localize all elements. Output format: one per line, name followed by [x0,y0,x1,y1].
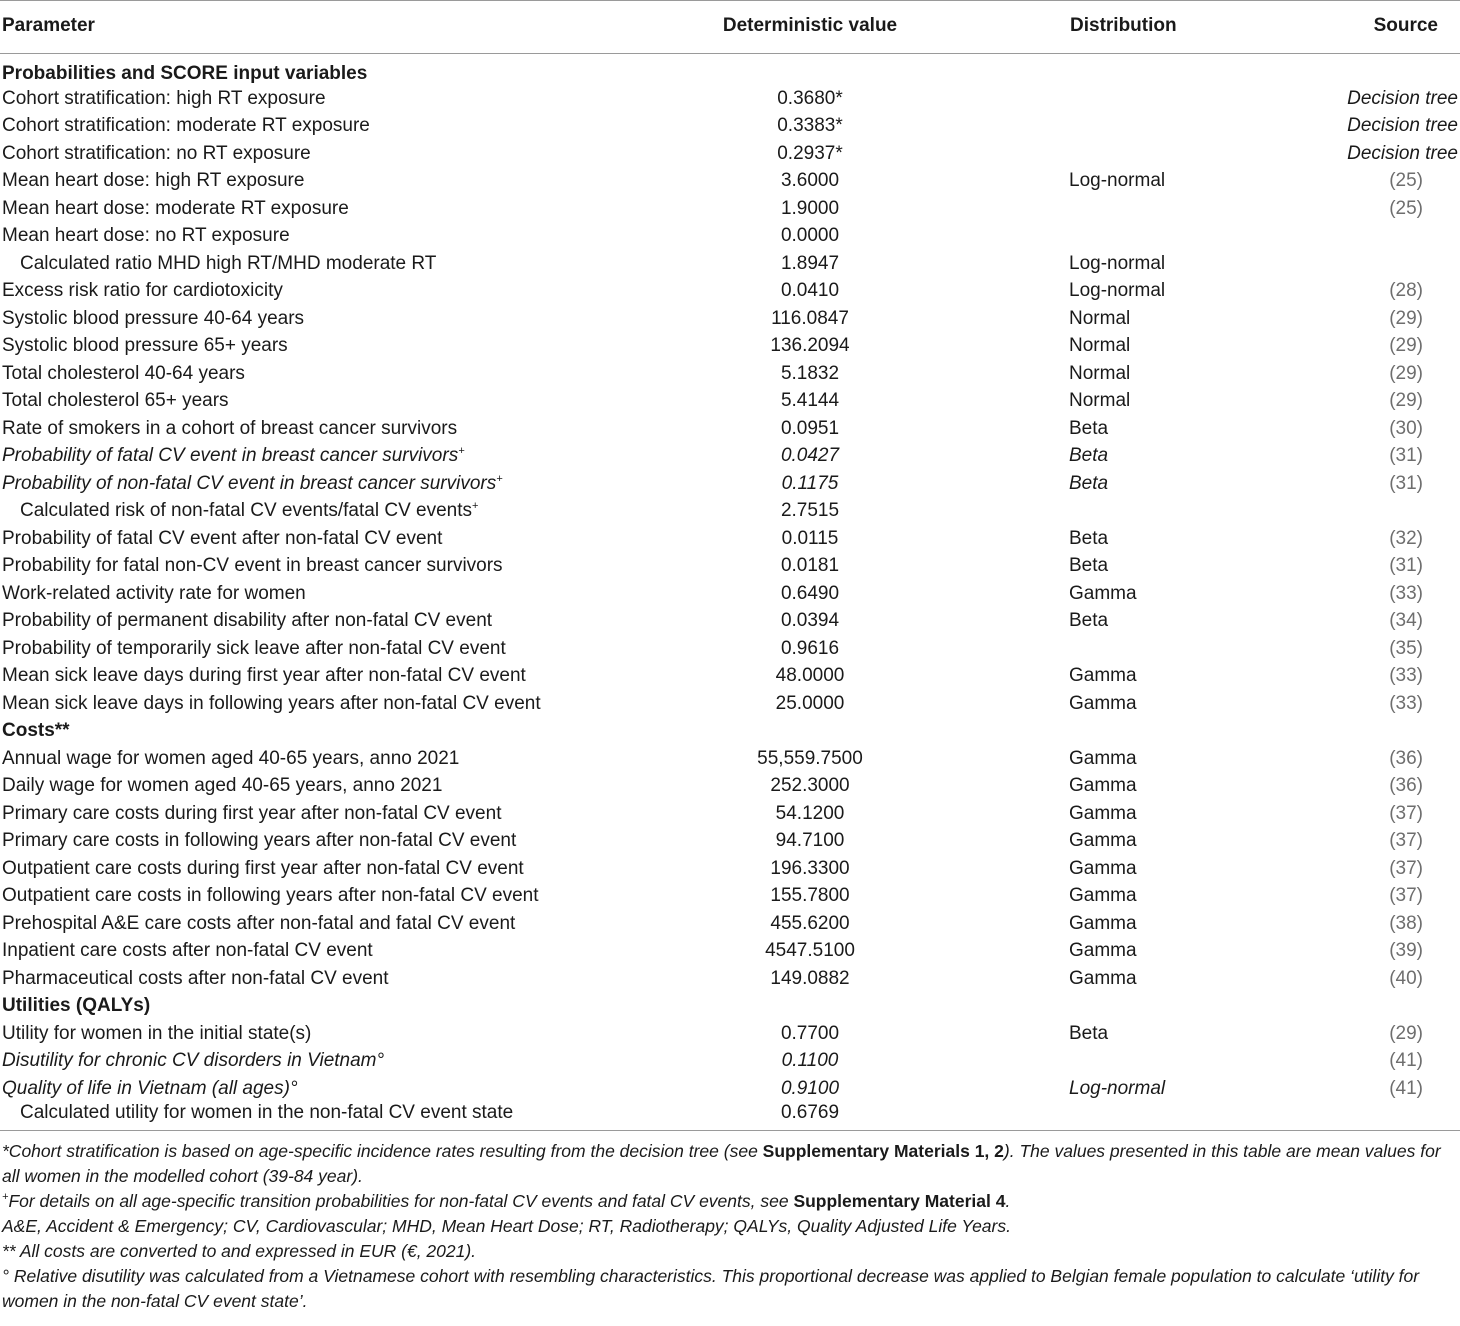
table-row [0,772,1460,800]
header-source: Source [1240,1,1460,54]
cell-source[interactable]: (31) [1389,445,1423,467]
cell-distribution [980,222,1240,250]
cell-source[interactable]: (29) [1389,362,1423,384]
cell-deterministic-value: 0.6769 [640,1102,980,1130]
cell-parameter [0,800,640,828]
cell-parameter [0,855,640,883]
table-row [0,222,1460,250]
parameter-text: Systolic blood pressure 65+ years [2,335,288,357]
parameter-text: Inpatient care costs after non-fatal CV event [2,940,373,962]
cell-source[interactable]: (36) [1389,775,1423,797]
cell-parameter [0,772,640,800]
table-row [0,635,1460,663]
cell-parameter [0,250,640,278]
parameter-text: Probability of temporarily sick leave after non-fatal CV event [2,637,506,659]
parameter-text: Utility for women in the initial state(s) [2,1022,312,1044]
cell-distribution: Log-normal [1069,252,1166,274]
parameter-text: Rate of smokers in a cohort of breast cancer survivors [2,417,458,439]
cell-distribution [980,112,1240,140]
parameter-text: Mean heart dose: no RT exposure [2,225,290,247]
cell-source[interactable]: (29) [1389,1022,1423,1044]
cell-distribution: Beta [1069,1022,1109,1044]
cell-parameter [0,415,640,443]
cell-source[interactable]: (30) [1389,417,1423,439]
cell-deterministic-value: 149.0882 [770,967,850,989]
cell-distribution: Gamma [1069,857,1137,879]
table-row [0,855,1460,883]
footnote-text: ). The values presented in this table are mean values for all women in the modelled cohort (39-84 year). [2,1141,1441,1187]
cell-parameter [0,662,640,690]
table-row [0,662,1460,690]
cell-deterministic-value: 0.1100 [781,1050,839,1072]
parameter-text: Probability of non-fatal CV event in breast cancer survivors [2,472,497,494]
header-distribution: Distribution [980,1,1240,54]
table-row [0,1102,1460,1130]
cell-parameter [0,607,640,635]
cell-distribution: Normal [1069,307,1131,329]
parameter-text: Annual wage for women aged 40-65 years, anno 2021 [2,747,460,769]
footnote-marker: + [472,500,479,513]
cell-parameter [0,277,640,305]
cell-source: Decision tree [1347,115,1458,137]
cell-deterministic-value: 25.0000 [775,692,845,714]
section-title: Costs** [2,720,70,742]
parameter-text: Total cholesterol 65+ years [2,390,229,412]
cell-source[interactable]: (40) [1389,967,1423,989]
cell-deterministic-value: 0.0181 [780,555,840,577]
footnote-abbreviations: A&E, Accident & Emergency; CV, Cardiovascular; MHD, Mean Heart Dose; RT, Radiotherapy; QALYs, Quality Adjusted Life Years. [2,1216,1011,1237]
cell-parameter [0,580,640,608]
cell-source [1240,497,1460,525]
cell-distribution: Gamma [1069,912,1137,934]
cell-distribution: Normal [1069,362,1131,384]
table-row [0,387,1460,415]
cell-deterministic-value: 55,559.7500 [757,747,863,769]
cell-parameter [0,140,640,168]
cell-distribution: Gamma [1069,665,1137,687]
cell-distribution: Beta [1069,527,1109,549]
parameter-text: Cohort stratification: no RT exposure [2,142,311,164]
cell-source [1240,250,1460,278]
cell-parameter [0,690,640,718]
table-row [0,525,1460,553]
cell-source[interactable]: (36) [1389,747,1423,769]
cell-deterministic-value: 3.6000 [780,170,840,192]
footnote-reference: Supplementary Material 4 [793,1191,1006,1212]
cell-deterministic-value: 252.3000 [770,775,850,797]
cell-parameter [0,222,640,250]
cell-distribution: Gamma [1069,802,1137,824]
footnote-disutility: ° Relative disutility was calculated from a Vietnamese cohort with resembling characteristics. This proportional decrease was applied to Belgian female population to calculate ‘utility for women in the non-fatal CV event state’. [2,1266,1420,1312]
cell-deterministic-value: 0.0115 [781,527,839,549]
cell-deterministic-value: 0.6490 [780,582,840,604]
footnote-text: . [1005,1191,1011,1212]
cell-distribution [980,635,1240,663]
table-row [0,1020,1460,1048]
cell-source[interactable]: (35) [1389,637,1423,659]
cell-parameter [0,1075,640,1103]
cell-distribution: Beta [1069,417,1109,439]
cell-distribution: Gamma [1069,775,1137,797]
table-row [0,827,1460,855]
cell-deterministic-value: 2.7515 [780,500,840,522]
table-row [0,140,1460,168]
parameter-text: Probability of permanent disability after non-fatal CV event [2,610,493,632]
cell-parameter [0,1102,640,1130]
parameter-text: Cohort stratification: high RT exposure [2,87,326,109]
cell-source[interactable]: (37) [1389,885,1423,907]
cell-parameter [0,827,640,855]
cell-deterministic-value: 455.6200 [770,912,850,934]
cell-deterministic-value: 196.3300 [770,857,850,879]
cell-source[interactable]: (37) [1389,802,1423,824]
parameter-text: Mean heart dose: moderate RT exposure [2,197,349,219]
footnote-marker: + [458,445,465,458]
cell-parameter [0,85,640,113]
footnote-marker: + [496,472,503,485]
footnote-cohort [2,1139,1458,1189]
cell-source[interactable]: (33) [1389,665,1423,687]
cell-deterministic-value: 0.2937* [777,142,843,164]
table-header [0,1,1460,54]
cell-parameter [0,470,640,498]
table-row [0,112,1460,140]
cell-deterministic-value: 0.3383* [777,115,843,137]
cell-distribution: Gamma [1069,692,1137,714]
cell-parameter [0,112,640,140]
cell-source[interactable]: (41) [1389,1050,1423,1072]
cell-source[interactable]: (25) [1389,197,1423,219]
parameter-text: Mean heart dose: high RT exposure [2,170,305,192]
cell-source[interactable]: (31) [1389,472,1423,494]
cell-source[interactable]: (25) [1389,170,1423,192]
cell-deterministic-value: 0.9616 [780,637,840,659]
parameter-text: Probability of fatal CV event after non-fatal CV event [2,527,443,549]
cell-source [1240,222,1460,250]
cell-deterministic-value: 1.9000 [780,197,840,219]
table-row [0,552,1460,580]
cell-deterministic-value: 5.4144 [780,390,840,412]
cell-source[interactable]: (33) [1389,582,1423,604]
parameter-text: Disutility for chronic CV disorders in Vietnam° [2,1050,385,1072]
cell-distribution: Log-normal [1069,280,1166,302]
table-row [0,1075,1460,1103]
footnote-marker: + [2,1191,9,1204]
cell-distribution [980,1047,1240,1075]
parameter-text: Work-related activity rate for women [2,582,306,604]
cell-parameter [0,635,640,663]
cell-distribution: Log-normal [1069,1077,1166,1099]
cell-source[interactable]: (31) [1389,555,1423,577]
parameter-text: Calculated ratio MHD high RT/MHD moderate RT [20,252,437,274]
cell-deterministic-value: 155.7800 [770,885,850,907]
cell-parameter [0,167,640,195]
cell-deterministic-value: 48.0000 [775,665,845,687]
cell-distribution [980,85,1240,113]
cell-distribution: Normal [1069,335,1131,357]
table-row [0,305,1460,333]
header-parameter: Parameter [0,1,640,54]
parameter-text: Probability for fatal non-CV event in breast cancer survivors [2,555,503,577]
footnote-transition [2,1189,1458,1214]
cell-distribution: Beta [1069,445,1109,467]
parameter-text: Outpatient care costs in following years after non-fatal CV event [2,885,539,907]
cell-parameter [0,965,640,993]
section-header-row [0,992,1460,1020]
cell-distribution: Beta [1069,472,1109,494]
parameter-text: Cohort stratification: moderate RT exposure [2,115,370,137]
cell-source [1240,1102,1460,1130]
cell-deterministic-value: 116.0847 [771,307,849,329]
parameter-text: Excess risk ratio for cardiotoxicity [2,280,283,302]
section-title: Utilities (QALYs) [2,995,151,1017]
cell-deterministic-value: 1.8947 [780,252,840,274]
cell-deterministic-value: 0.0000 [780,225,840,247]
cell-parameter [0,882,640,910]
table-row [0,910,1460,938]
cell-source[interactable]: (29) [1389,307,1423,329]
cell-source[interactable]: (37) [1389,830,1423,852]
parameter-text: Mean sick leave days during first year after non-fatal CV event [2,665,526,687]
table-row [0,195,1460,223]
cell-source[interactable]: (37) [1389,857,1423,879]
footnote-text: *Cohort stratification is based on age-specific incidence rates resulting from the decision tree (see [2,1141,763,1162]
cell-distribution [980,195,1240,223]
cell-distribution: Log-normal [1069,170,1166,192]
cell-deterministic-value: 136.2094 [770,335,850,357]
table-row [0,470,1460,498]
table-row [0,442,1460,470]
cell-distribution: Beta [1069,610,1109,632]
cell-deterministic-value: 94.7100 [775,830,845,852]
cell-deterministic-value: 5.1832 [780,362,840,384]
table-footnotes [0,1131,1460,1314]
footnote-text: For details on all age-specific transition probabilities for non-fatal CV events and fatal CV events, see [8,1191,794,1212]
parameter-text: Primary care costs during first year after non-fatal CV event [2,802,502,824]
section-title: Probabilities and SCORE input variables [2,63,368,84]
section-header-row [0,54,1460,85]
cell-source: Decision tree [1347,142,1458,164]
parameter-text: Daily wage for women aged 40-65 years, anno 2021 [2,775,443,797]
cell-parameter [0,195,640,223]
header-deterministic-value: Deterministic value [640,1,980,54]
cell-distribution: Gamma [1069,747,1137,769]
cell-distribution: Beta [1069,555,1109,577]
cell-distribution: Gamma [1069,940,1137,962]
cell-source[interactable]: (34) [1389,610,1423,632]
cell-deterministic-value: 4547.5100 [765,940,855,962]
table-row [0,937,1460,965]
cell-distribution: Gamma [1069,830,1137,852]
table-row [0,167,1460,195]
cell-source: Decision tree [1347,87,1458,109]
table-body [0,54,1460,1131]
parameter-text: Pharmaceutical costs after non-fatal CV event [2,967,389,989]
cell-source[interactable]: (29) [1389,390,1423,412]
parameter-text: Calculated utility for women in the non-fatal CV event state [20,1102,514,1124]
table-row [0,965,1460,993]
cell-deterministic-value: 0.7700 [780,1022,840,1044]
cell-source[interactable]: (32) [1389,527,1423,549]
cell-parameter [0,552,640,580]
table-row [0,800,1460,828]
cell-distribution [980,497,1240,525]
parameter-text: Calculated risk of non-fatal CV events/fatal CV events [20,500,473,522]
parameter-text: Mean sick leave days in following years after non-fatal CV event [2,692,541,714]
cell-distribution: Gamma [1069,582,1137,604]
parameter-text: Total cholesterol 40-64 years [2,362,245,384]
cell-deterministic-value: 0.9100 [780,1077,840,1099]
parameter-text: Primary care costs in following years after non-fatal CV event [2,830,517,852]
cell-deterministic-value: 0.0427 [780,445,840,467]
cell-parameter [0,332,640,360]
cell-source[interactable]: (28) [1389,280,1423,302]
cell-parameter [0,305,640,333]
cell-source[interactable]: (33) [1389,692,1423,714]
parameter-text: Systolic blood pressure 40-64 years [2,307,305,329]
cell-parameter [0,497,640,525]
cell-parameter [0,1020,640,1048]
cell-distribution: Normal [1069,390,1131,412]
table-row [0,250,1460,278]
cell-source[interactable]: (39) [1389,940,1423,962]
cell-parameter [0,937,640,965]
table-row [0,1047,1460,1075]
table-row [0,745,1460,773]
cell-distribution [980,140,1240,168]
table-row [0,882,1460,910]
cell-source[interactable]: (29) [1389,335,1423,357]
table-row [0,360,1460,388]
table-row [0,277,1460,305]
table-row [0,497,1460,525]
cell-deterministic-value: 0.3680* [777,87,843,109]
cell-deterministic-value: 0.0951 [780,417,840,439]
table-row [0,85,1460,113]
parameter-text: Outpatient care costs during first year after non-fatal CV event [2,857,524,879]
cell-parameter [0,1047,640,1075]
section-header-row [0,717,1460,745]
table-row [0,415,1460,443]
table-row [0,607,1460,635]
parameter-text: Probability of fatal CV event in breast cancer survivors [2,445,459,467]
cell-deterministic-value: 0.1175 [781,472,839,494]
table-row [0,580,1460,608]
cell-parameter [0,360,640,388]
cell-parameter [0,525,640,553]
cell-parameter [0,387,640,415]
cell-deterministic-value: 0.0410 [780,280,840,302]
table-row [0,332,1460,360]
cell-distribution: Gamma [1069,967,1137,989]
footnote-costs: ** All costs are converted to and expressed in EUR (€, 2021). [2,1241,477,1262]
table-row [0,690,1460,718]
footnote-reference: Supplementary Materials 1, 2 [762,1141,1004,1162]
cell-distribution [980,1102,1240,1130]
cell-source[interactable]: (38) [1389,912,1423,934]
parameter-text: Prehospital A&E care costs after non-fatal and fatal CV event [2,912,516,934]
cell-parameter [0,745,640,773]
header-row [0,1,1460,54]
parameter-text: Quality of life in Vietnam (all ages)° [2,1077,298,1099]
cell-distribution: Gamma [1069,885,1137,907]
cell-parameter [0,442,640,470]
cell-source[interactable]: (41) [1389,1077,1423,1099]
cell-deterministic-value: 0.0394 [780,610,840,632]
cell-parameter [0,910,640,938]
cell-deterministic-value: 54.1200 [775,802,845,824]
